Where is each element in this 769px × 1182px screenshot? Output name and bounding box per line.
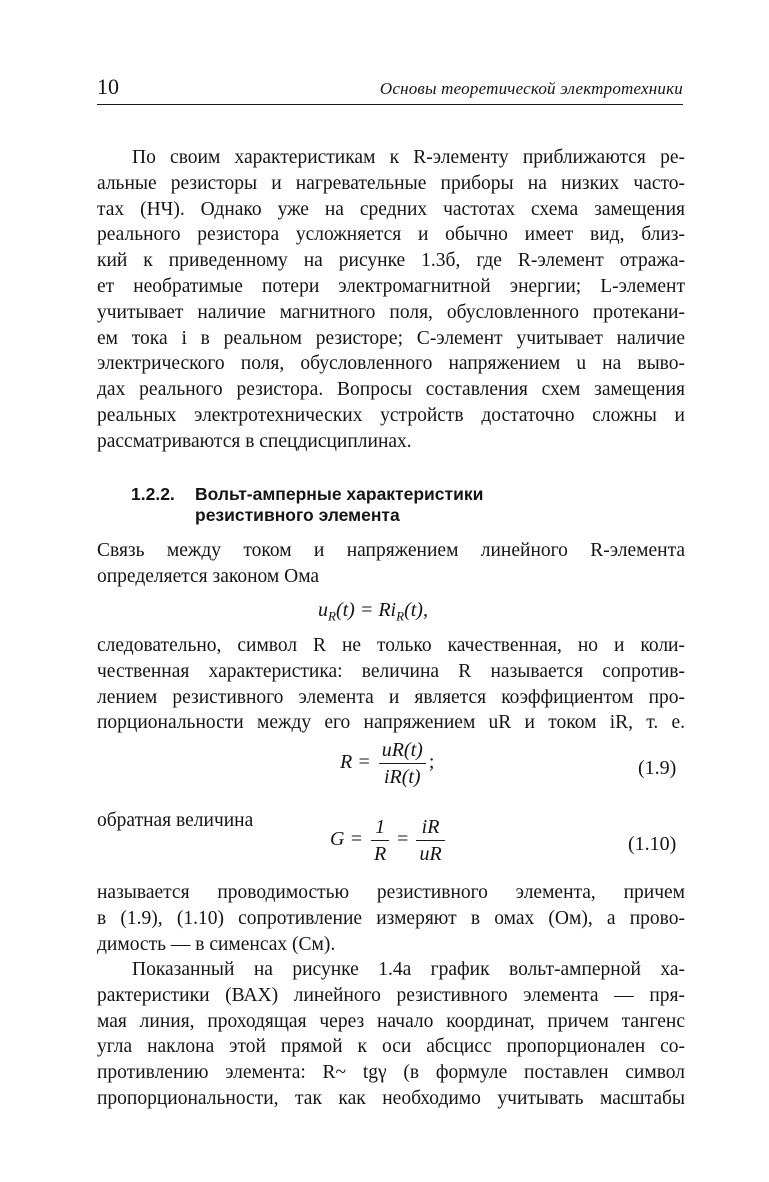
paragraph-line: порциональности между его напряжением uR и током iR, т. е. (97, 712, 685, 734)
paragraph-5 (97, 957, 685, 1112)
paragraph-line: ем тока i в реальном резисторе; C-элемент учитывает наличие (97, 327, 685, 349)
paragraph-line: мая линия, проходящая через начало координат, причем тангенс (97, 1010, 685, 1032)
paragraph-line: тах (НЧ). Однако уже на средних частотах схема замещения (97, 198, 685, 220)
equation-number-1-9: (1.9) (638, 757, 677, 779)
denominator: iR(t) (383, 766, 421, 788)
section-title-line1: Вольт-амперные характеристики (195, 484, 484, 504)
paragraph-line: реальных электротехнических устройств достаточно сложны и (97, 404, 685, 426)
paragraph-3 (97, 633, 685, 736)
denominator: R (373, 843, 387, 865)
paragraph-line: электрического поля, обусловленного напряжением u на выво- (97, 353, 685, 375)
paragraph-line: следовательно, символ R не только качественная, но и коли- (97, 635, 685, 656)
running-title: Основы теоретической электротехники (379, 79, 683, 98)
paragraph-line: чественная характеристика: величина R называется сопротив- (97, 660, 685, 682)
numerator: 1 (371, 815, 389, 841)
paragraph-line: Показанный на рисунке 1.4а график вольт-амперной ха- (132, 959, 685, 980)
numerator: uR(t) (379, 738, 426, 764)
paragraph-line: альные резисторы и нагревательные приборы на низких часто- (97, 172, 685, 194)
paragraph-2 (97, 538, 685, 590)
paragraph-line: лением резистивного элемента и является коэффициентом про- (97, 686, 685, 708)
page-number: 10 (97, 74, 119, 99)
paragraph-line: называется проводимостью резистивного элемента, причем (97, 882, 685, 903)
paragraph-line: рактеристики (ВАХ) линейного резистивного элемента — пря- (97, 984, 685, 1006)
fraction (416, 815, 444, 866)
paragraph-4 (97, 880, 685, 957)
equation-1-9: R = $\frac{uR(t)}{iR(t)}$ ; (340, 739, 435, 788)
ohm-law-formula: $u_R(t) = Ri_R(t)$, (318, 599, 428, 624)
paragraph-line: реального резистора усложняется и обычно имеет вид, близ- (97, 224, 685, 246)
paragraph-line: в (1.9), (1.10) сопротивление измеряют в омах (Ом), а прово- (97, 907, 685, 929)
paragraph-line: учитывает наличие магнитного поля, обусловленного протекани- (97, 301, 685, 323)
paragraph-1 (97, 145, 685, 455)
paragraph-line: кий к приведенному на рисунке 1.3б, где R-элемент отража- (97, 250, 685, 272)
paragraph-line: рассматриваются в спецдисциплинах. (97, 430, 412, 452)
paragraph-line: угла наклона этой прямой к оси абсцисс пропорционален со- (97, 1036, 685, 1058)
paragraph-line: Связь между током и напряжением линейного R-элемента (97, 540, 685, 561)
paragraph-line: противлению элемента: R~ tgγ (в формуле поставлен символ (97, 1062, 685, 1084)
paragraph-line: По своим характеристикам к R-элементу приближаются ре- (132, 147, 685, 168)
paragraph-line: димость — в сименсах (См). (97, 933, 336, 955)
page-header (97, 74, 683, 104)
paragraph-line: дах реального резистора. Вопросы составления схем замещения (97, 379, 685, 401)
section-number: 1.2.2. (131, 484, 175, 504)
paragraph-line: ет необратимые потери электромагнитной энергии; L-элемент (97, 275, 685, 297)
section-heading (131, 484, 581, 526)
paragraph-line: пропорциональности, так как необходимо учитывать масштабы (97, 1087, 685, 1109)
numerator: iR (416, 815, 444, 841)
section-title-line2: резистивного элемента (195, 505, 400, 525)
paragraph-line: обратная величина (97, 810, 254, 831)
equation-number-1-10: (1.10) (628, 833, 677, 855)
equation-1-10: G = $\frac{1}{R}$ = $\frac{iR}{uR}$ (330, 815, 448, 866)
fraction (371, 815, 389, 866)
header-rule (97, 104, 683, 105)
paragraph-line: определяется законом Ома (97, 565, 320, 587)
fraction (379, 738, 426, 789)
denominator: uR (419, 843, 442, 865)
